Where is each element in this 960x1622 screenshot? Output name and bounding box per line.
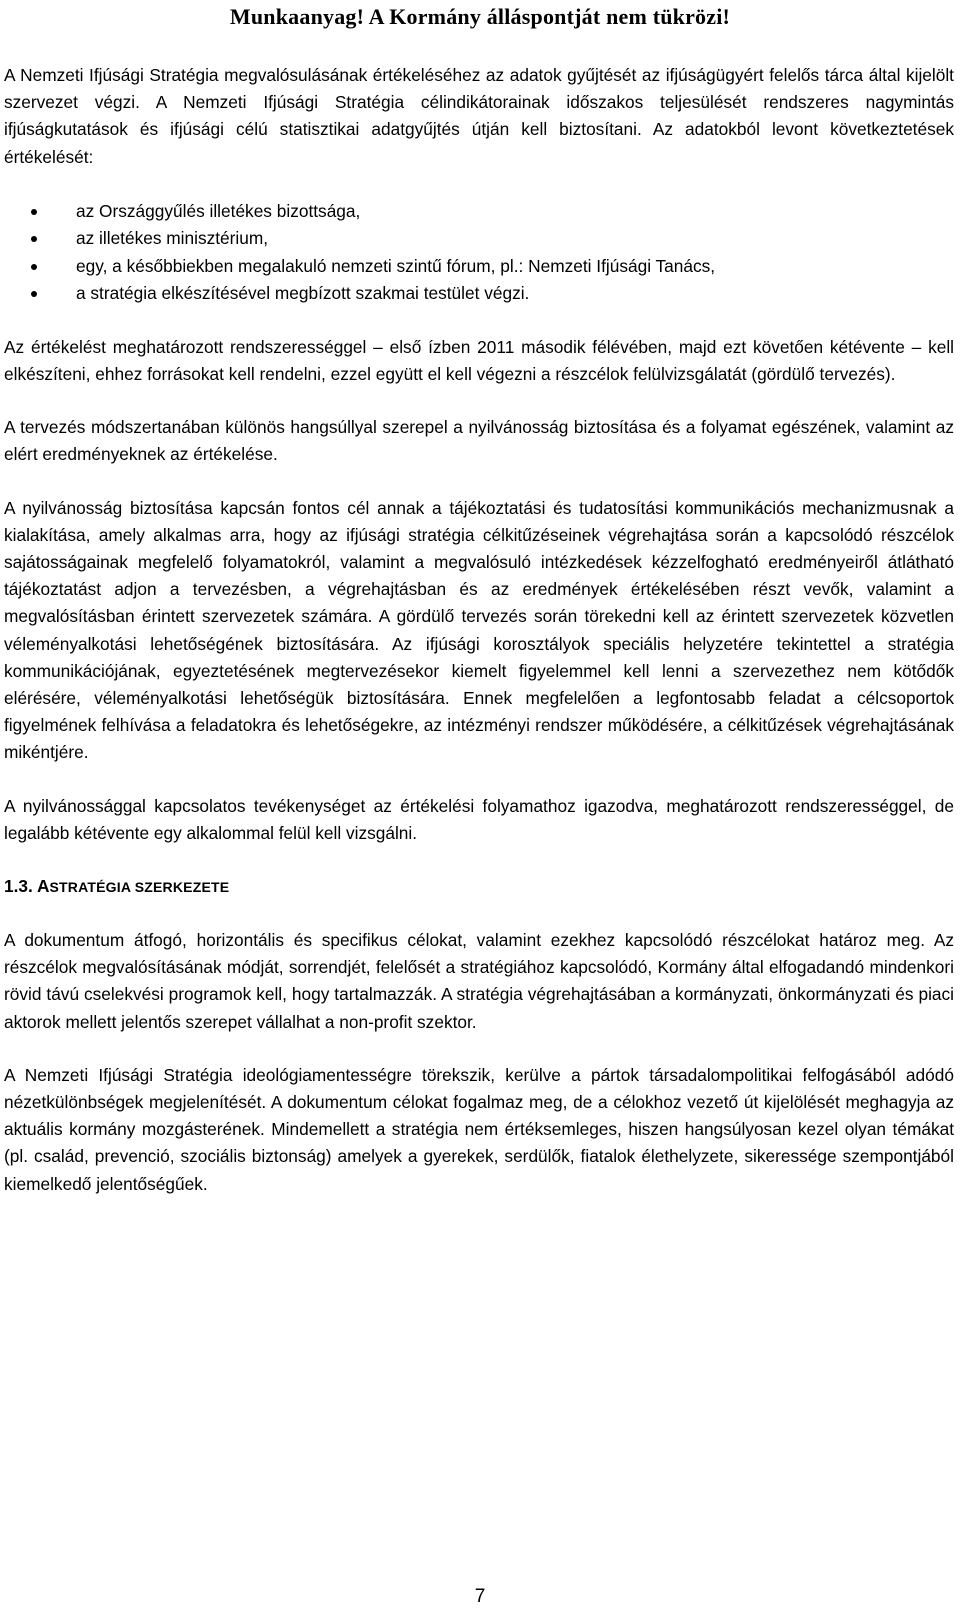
list-item: az illetékes minisztérium, xyxy=(4,225,954,253)
bullet-icon xyxy=(31,209,37,215)
section-number: 1.3. xyxy=(4,876,33,897)
intro-paragraph: A Nemzeti Ifjúsági Stratégia megvalósulásának értékeléséhez az adatok gyűjtését az ifjúságügyért felelős tárca által kijelölt szervezet végzi. A Nemzeti Ifjúsági Stratégia célindikátorainak időszakos teljesülését rendszeres nagymintás ifjúságkutatások és ifjúsági célú statisztikai adatgyűjtés útján kell biztosítani. Az adatokból levont következtetések értékelését: xyxy=(4,65,954,167)
document-body xyxy=(4,62,954,1198)
planning-method-paragraph: A tervezés módszertanában különös hangsúllyal szerepel a nyilvánosság biztosítása és a folyamat egészének, valamint az elért eredményeknek az értékelése. xyxy=(4,417,954,465)
bullet-icon xyxy=(31,291,37,297)
list-item: az Országgyűlés illetékes bizottsága, xyxy=(4,198,954,226)
list-item: a stratégia elkészítésével megbízott szakmai testület végzi. xyxy=(4,280,954,308)
section-title: STRATÉGIA SZERKEZETE xyxy=(49,879,230,896)
bullet-icon xyxy=(31,236,37,242)
section-title-first: A xyxy=(37,876,50,897)
page-number: 7 xyxy=(474,1586,486,1607)
evaluators-list xyxy=(4,198,954,308)
structure-paragraph: A dokumentum átfogó, horizontális és specifikus célokat, valamint ezekhez kapcsolódó részcélokat határoz meg. Az részcélok megvalósításának módját, sorrendjét, felelősét a stratégiához kapcsolódó, Kormány által elfogadandó mindenkori rövid távú cselekvési programok kell, hogy tartalmazzák. A stratégia végrehajtásában a kormányzati, önkormányzati és piaci aktorok mellett jelentős szerepet vállalhat a non-profit szektor. xyxy=(4,930,954,1032)
publicity-paragraph: A nyilvánosság biztosítása kapcsán fontos cél annak a tájékoztatási és tudatosítási kommunikációs mechanizmusnak a kialakítása, amely alkalmas arra, hogy az ifjúsági stratégia célkitűzéseinek végrehajtása során a kapcsolódó részcélok sajátosságainak megfelelő folyamatokról, valamint a megvalósuló intézkedések kézzelfogható eredményeiről átlátható tájékoztatást adjon a tervezésben, a végrehajtásban és az eredmények értékelésében részt vevők, valamint a megvalósításban érintett szervezetek számára. A gördülő tervezés során törekedni kell az érintett szervezetek közvetlen véleményalkotási lehetőségének biztosítására. Az ifjúsági korosztályok speciális helyzetére tekintettel a stratégia kommunikációjának, egyeztetésének megtervezésekor kiemelt figyelemmel kell lenni a szervezethez nem kötődők elérésére, véleményalkotási lehetőségük biztosítására. Ennek megfelelően a legfontosabb feladat a célcsoportok figyelmének felhívása a feladatokra és lehetőségekre, az intézményi rendszer működésére, a célkitűzések végrehajtásának mikéntjére. xyxy=(4,497,954,763)
bullet-icon xyxy=(31,264,37,270)
section-heading xyxy=(4,873,954,901)
ideology-paragraph: A Nemzeti Ifjúsági Stratégia ideológiamentességre törekszik, kerülve a pártok társadalompolitikai felfogásából adódó nézetkülönbségek megjelenítését. A dokumentum célokat fogalmaz meg, de a célokhoz vezető út kijelölését meghagyja az aktuális kormány mozgásterének. Mindemellett a stratégia nem értéksemleges, hiszen hangsúlyosan kezel olyan témákat (pl. család, prevenció, szociális biztonság) amelyek a gyerekek, serdülők, fiatalok élethelyzete, sikeressége szempontjából kiemelkedő jelentőségűek. xyxy=(4,1064,954,1194)
evaluation-schedule-paragraph: Az értékelést meghatározott rendszerességgel – első ízben 2011 második félévében, majd ezt követően kétévente – kell elkészíteni, ehhez forrásokat kell rendelni, ezzel együtt el kell végezni a részcélok felülvizsgálatát (gördülő tervezés). xyxy=(4,336,954,385)
publicity-review-paragraph: A nyilvánossággal kapcsolatos tevékenységet az értékelési folyamathoz igazodva, meghatározott rendszerességgel, de legalább kétévente egy alkalommal felül kell vizsgálni. xyxy=(4,795,954,843)
list-item: egy, a későbbiekben megalakuló nemzeti szintű fórum, pl.: Nemzeti Ifjúsági Tanács, xyxy=(4,253,954,281)
draft-watermark-header: Munkaanyag! A Kormány álláspontját nem tükrözi! xyxy=(229,4,731,29)
